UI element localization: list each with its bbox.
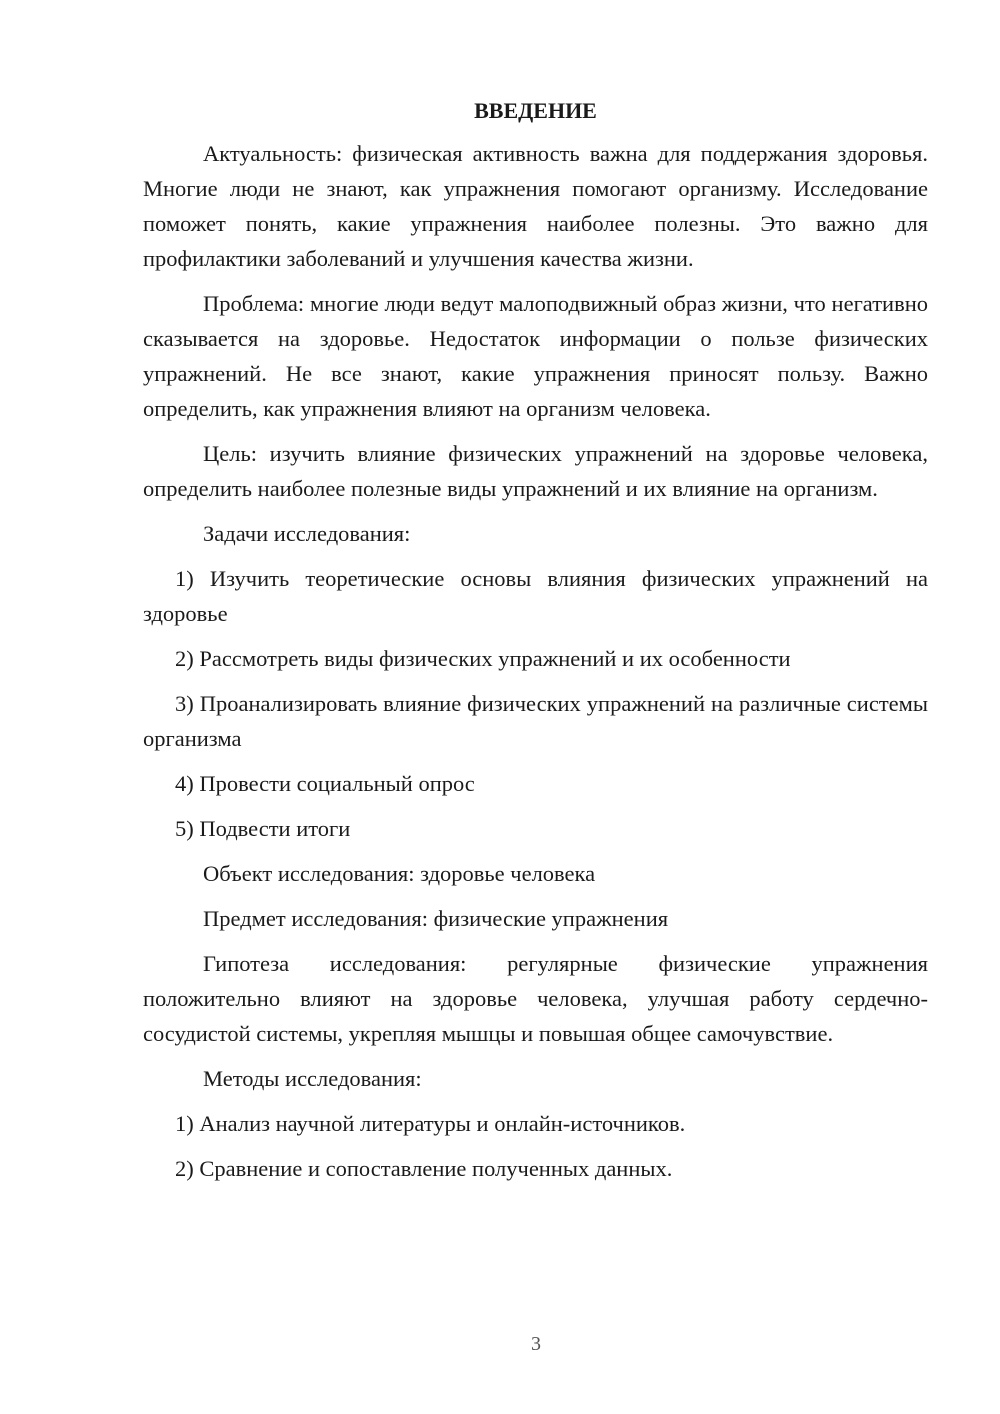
page-title: ВВЕДЕНИЕ — [474, 98, 597, 123]
hypothesis-paragraph: Гипотеза исследования: регулярные физические упражнения положительно влияют на здоровье человека, улучшая работу сердечно-сосудистой системы, укрепляя мышцы и повышая общее самочувствие. — [143, 951, 928, 1046]
problem-paragraph: Проблема: многие люди ведут малоподвижный образ жизни, что негативно сказывается на здоровье. Недостаток информации о пользе физических упражнений. Не все знают, какие упражнения приносят пользу. Важно определить, как упражнения влияют на организм человека. — [143, 291, 928, 421]
methods-heading: Методы исследования: — [203, 1066, 422, 1091]
page-number: 3 — [531, 1333, 541, 1355]
research-subject: Предмет исследования: физические упражнения — [203, 906, 669, 931]
task-item-3: 3) Проанализировать влияние физических упражнений на различные системы организма — [143, 691, 928, 751]
task-item-5: 5) Подвести итоги — [175, 816, 351, 841]
task-item-2: 2) Рассмотреть виды физических упражнений и их особенности — [175, 646, 791, 671]
goal-paragraph: Цель: изучить влияние физических упражнений на здоровье человека, определить наиболее полезные виды упражнений и их влияние на организм. — [143, 441, 928, 501]
task-item-4: 4) Провести социальный опрос — [175, 771, 475, 796]
task-item-1: 1) Изучить теоретические основы влияния физических упражнений на здоровье — [143, 566, 928, 626]
research-object: Объект исследования: здоровье человека — [203, 861, 596, 886]
method-item-1: 1) Анализ научной литературы и онлайн-источников. — [175, 1111, 686, 1136]
method-item-2: 2) Сравнение и сопоставление полученных данных. — [175, 1156, 673, 1181]
relevance-paragraph: Актуальность: физическая активность важна для поддержания здоровья. Многие люди не знают, как упражнения помогают организму. Исследование поможет понять, какие упражнения наиболее полезны. Это важно для профилактики заболеваний и улучшения качества жизни. — [143, 141, 928, 271]
tasks-heading: Задачи исследования: — [203, 521, 411, 546]
page-content — [143, 96, 928, 1196]
